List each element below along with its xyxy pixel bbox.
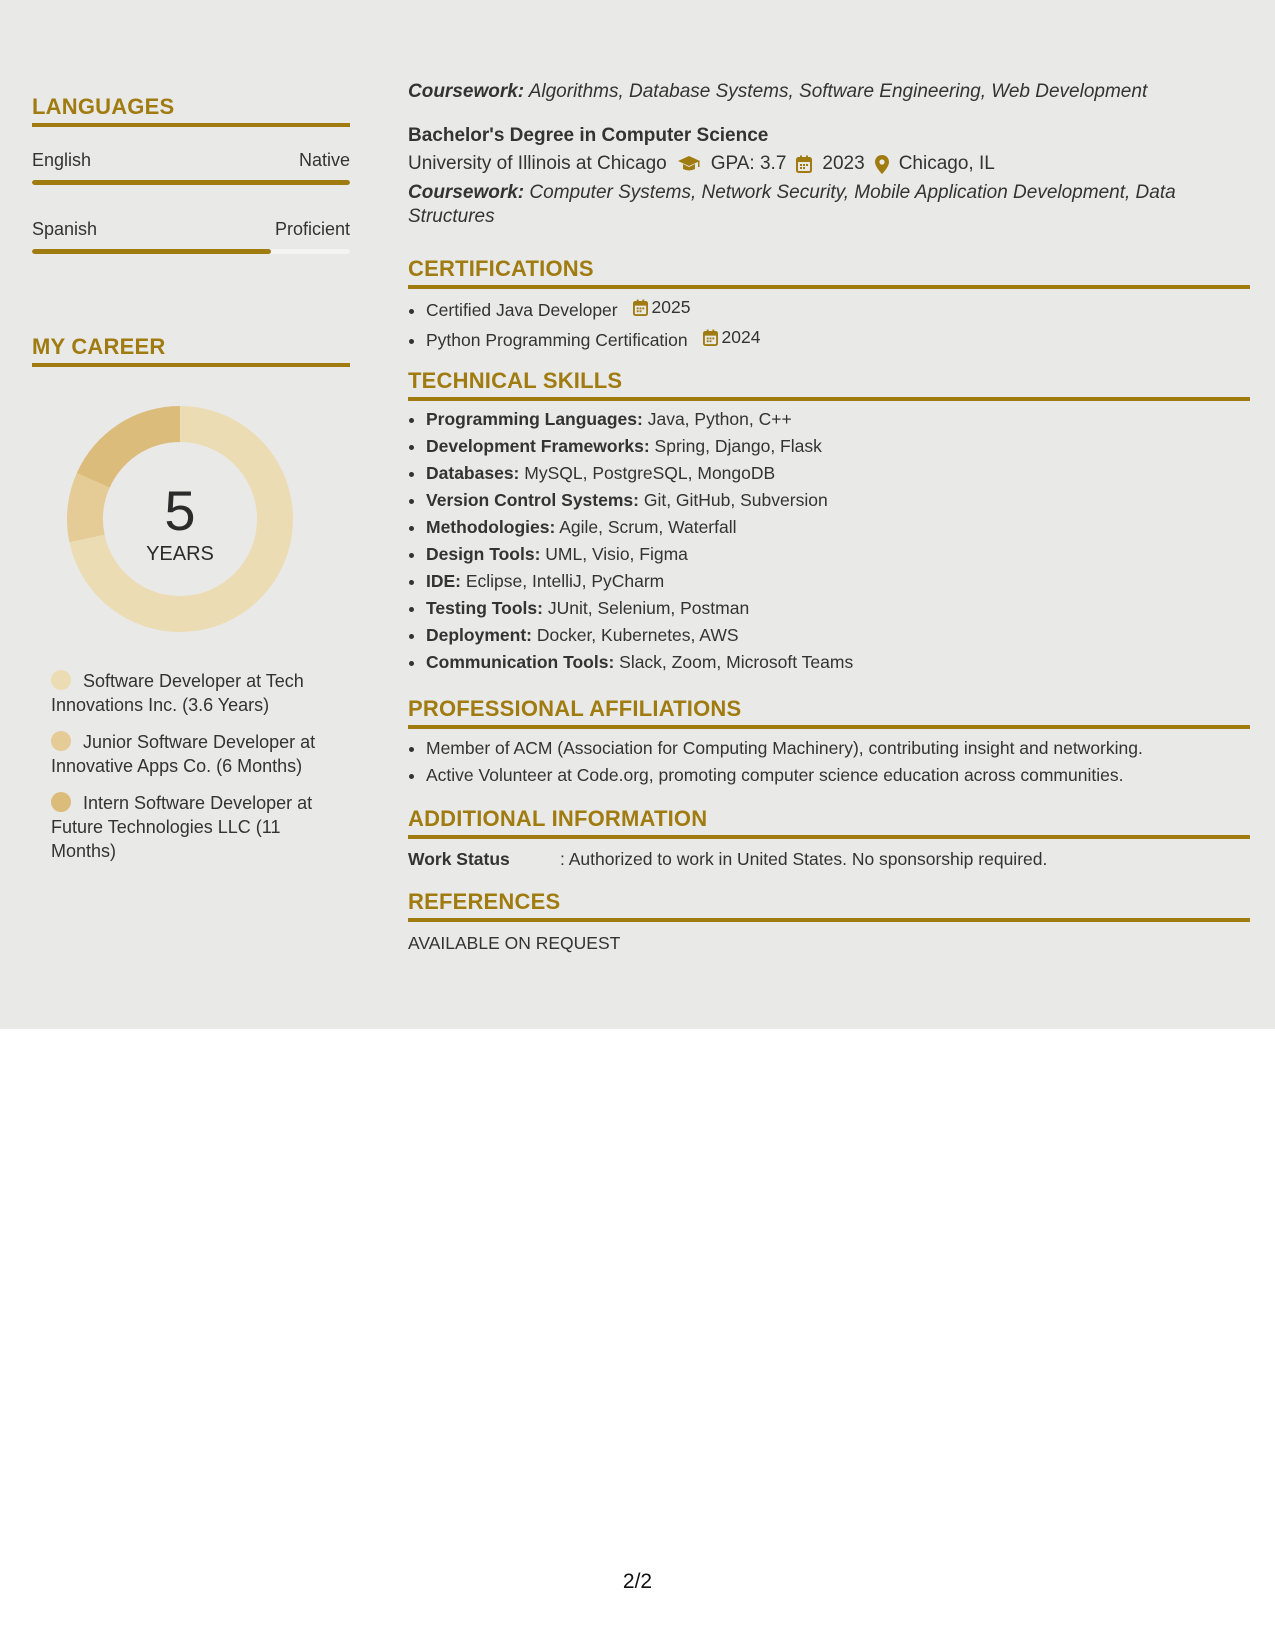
career-donut — [66, 405, 294, 633]
certification-year: 2024 — [721, 327, 761, 347]
certification-item — [426, 324, 1250, 354]
career-years-label: YEARS — [146, 543, 214, 565]
certification-item — [426, 294, 1250, 324]
skill-value: JUnit, Selenium, Postman — [542, 598, 750, 618]
skill-label: Design Tools: — [426, 544, 541, 564]
work-status-value: : Authorized to work in United States. No sponsorship required. — [560, 849, 1048, 869]
references-text: AVAILABLE ON REQUEST — [408, 933, 621, 953]
skill-item — [426, 487, 1250, 514]
skill-item — [426, 406, 1250, 433]
skill-item — [426, 541, 1250, 568]
language-item-english — [32, 149, 350, 185]
skill-label: Development Frameworks: — [426, 436, 650, 456]
skill-item — [426, 622, 1250, 649]
skill-value: Spring, Django, Flask — [649, 436, 822, 456]
language-item-spanish — [32, 218, 350, 254]
language-proficiency-bar — [32, 180, 350, 185]
certification-year: 2025 — [651, 297, 691, 317]
career-legend — [32, 669, 350, 863]
language-name: Spanish — [32, 219, 98, 239]
skill-label: Methodologies: — [426, 517, 556, 537]
skill-value: Java, Python, C++ — [642, 409, 792, 429]
language-level: Proficient — [274, 219, 350, 239]
calendar-icon — [703, 329, 718, 346]
work-status-label: Work Status — [408, 849, 510, 869]
skill-item — [426, 514, 1250, 541]
career-title: MY CAREER — [32, 334, 350, 367]
language-proficiency-bar — [32, 249, 350, 254]
career-years-number: 5 — [164, 479, 196, 542]
career-legend-item — [32, 730, 350, 778]
skill-item — [426, 460, 1250, 487]
references-title: REFERENCES — [408, 889, 1250, 922]
skill-label: Programming Languages: — [426, 409, 643, 429]
career-legend-label: Intern Software Developer at Future Technologies LLC (11 Months) — [51, 793, 313, 861]
school-location: Chicago, IL — [898, 153, 995, 174]
legend-dot — [51, 792, 71, 812]
skill-value: MySQL, PostgreSQL, MongoDB — [519, 463, 776, 483]
skill-label: Deployment: — [426, 625, 532, 645]
career-legend-item — [32, 791, 350, 863]
calendar-icon — [796, 155, 812, 173]
certification-name: Certified Java Developer — [426, 300, 618, 320]
coursework-text: Algorithms, Database Systems, Software Engineering, Web Development — [524, 81, 1148, 102]
skills-list — [408, 406, 1250, 676]
skill-value: Git, GitHub, Subversion — [638, 490, 828, 510]
coursework-text: Computer Systems, Network Security, Mobile Application Development, Data Structures — [408, 182, 1176, 227]
skill-value: Slack, Zoom, Microsoft Teams — [614, 652, 854, 672]
affiliations-title: PROFESSIONAL AFFILIATIONS — [408, 696, 1250, 729]
references-section — [408, 889, 1250, 955]
affiliations-section — [408, 696, 1250, 789]
donut-slice — [77, 406, 180, 488]
additional-info-section — [408, 806, 1250, 871]
certification-name: Python Programming Certification — [426, 330, 688, 350]
legend-dot — [51, 670, 71, 690]
technical-skills-section — [408, 368, 1250, 676]
coursework-line — [408, 80, 1250, 104]
location-pin-icon — [875, 155, 889, 174]
skill-label: Databases: — [426, 463, 520, 483]
gpa: GPA: 3.7 — [710, 153, 787, 174]
skill-value: Eclipse, IntelliJ, PyCharm — [461, 571, 665, 591]
skill-value: Agile, Scrum, Waterfall — [555, 517, 737, 537]
skill-label: Testing Tools: — [426, 598, 543, 618]
career-section — [32, 334, 350, 876]
skill-item — [426, 595, 1250, 622]
skill-label: Version Control Systems: — [426, 490, 639, 510]
certifications-title: CERTIFICATIONS — [408, 256, 1250, 289]
skill-value: UML, Visio, Figma — [540, 544, 688, 564]
graduation-cap-icon — [677, 155, 701, 173]
coursework-line — [408, 181, 1250, 229]
affiliations-list — [408, 735, 1250, 789]
certifications-list — [408, 294, 1250, 354]
degree-title: Bachelor's Degree in Computer Science — [408, 125, 769, 146]
career-legend-label: Junior Software Developer at Innovative Apps Co. (6 Months) — [51, 732, 316, 776]
skill-label: Communication Tools: — [426, 652, 615, 672]
graduation-year: 2023 — [822, 153, 865, 174]
page-number: 2/2 — [622, 1570, 653, 1593]
languages-title: LANGUAGES — [32, 94, 350, 127]
language-proficiency-fill — [32, 249, 271, 254]
languages-section — [32, 94, 350, 254]
technical-skills-title: TECHNICAL SKILLS — [408, 368, 1250, 401]
certifications-section — [408, 256, 1250, 354]
language-name: English — [32, 150, 92, 170]
calendar-icon — [633, 299, 648, 316]
school-name: University of Illinois at Chicago — [408, 153, 667, 174]
coursework-label: Coursework: — [408, 81, 525, 102]
career-legend-label: Software Developer at Tech Innovations Inc. (3.6 Years) — [51, 671, 304, 715]
legend-dot — [51, 731, 71, 751]
skill-item — [426, 649, 1250, 676]
skill-item — [426, 433, 1250, 460]
affiliation-item: • Member of ACM (Association for Computing Machinery), contributing insight and networking. — [426, 735, 1250, 762]
education-meta — [408, 152, 1250, 176]
career-legend-item — [32, 669, 350, 717]
work-status-row — [408, 847, 1250, 871]
coursework-label: Coursework: — [408, 182, 525, 203]
education-section — [408, 80, 1250, 229]
skill-label: IDE: — [426, 571, 461, 591]
skill-value: Docker, Kubernetes, AWS — [531, 625, 739, 645]
additional-info-title: ADDITIONAL INFORMATION — [408, 806, 1250, 839]
affiliation-item: • Active Volunteer at Code.org, promoting computer science education across communities. — [426, 762, 1250, 789]
language-proficiency-fill — [32, 180, 350, 185]
skill-item — [426, 568, 1250, 595]
language-level: Native — [298, 150, 350, 170]
